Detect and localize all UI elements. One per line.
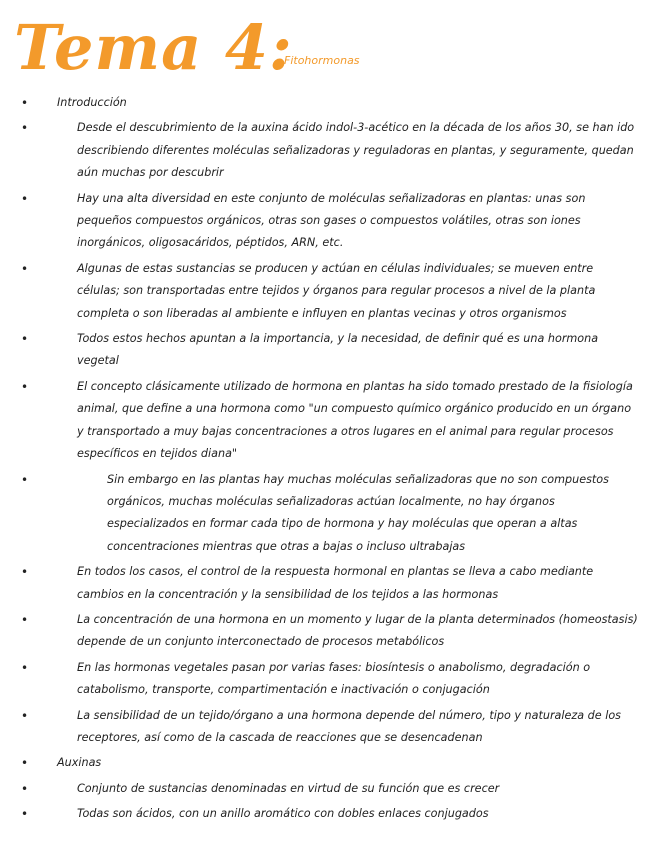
bullet-icon: •	[21, 472, 29, 487]
list-item-text: Introducción	[57, 96, 127, 109]
list-item	[0, 803, 656, 825]
bullet-icon: •	[21, 612, 29, 627]
list-item-text: En todos los casos, el control de la respuesta hormonal en plantas se lleva a cabo mediante cambios en la concentración y la sensibilidad de los tejidos a las hormonas	[77, 565, 594, 601]
list-item	[0, 188, 656, 255]
list-item-text: La concentración de una hormona en un momento y lugar de la planta determinados (homeostasis) depende de un conjunto interconectado de procesos metabólicos	[77, 612, 638, 649]
bullet-icon: •	[21, 261, 29, 276]
bullet-icon: •	[21, 96, 29, 110]
list-item	[0, 705, 656, 750]
list-item	[0, 469, 656, 559]
list-item-text: Todas son ácidos, con un anillo aromático con dobles enlaces conjugados	[77, 807, 489, 821]
list-item	[0, 609, 656, 654]
list-item	[0, 258, 656, 325]
list-item	[0, 561, 656, 606]
bullet-icon: •	[21, 191, 29, 206]
list-item-text: Desde el descubrimiento de la auxina ácido indol-3-acético en la década de los años 30, se han ido describiendo diferentes moléculas señalizadoras y reguladoras en plantas, y seguramente, quedan aún muchas por descubrir	[77, 121, 635, 180]
list-item	[0, 376, 656, 466]
list-item-text: En las hormonas vegetales pasan por varias fases: biosíntesis o anabolismo, degradación o catabolismo, transporte, compartimentación e inactivación o conjugación	[77, 660, 591, 697]
list-item-text: Auxinas	[57, 756, 102, 770]
list-item	[0, 328, 656, 373]
list-item-text: Conjunto de sustancias denominadas en virtud de su función que es crecer	[77, 781, 500, 795]
list-item	[0, 657, 656, 702]
list-item	[0, 117, 656, 184]
bullet-icon: •	[21, 807, 29, 822]
list-item-text: Todos estos hechos apuntan a la importancia, y la necesidad, de definir qué es una hormona vegetal	[77, 332, 599, 368]
list-item-text: Algunas de estas sustancias se producen y actúan en células individuales; se mueven entre células; son transportadas entre tejidos y órganos para regular procesos a nivel de la planta completa o son liberadas al ambiente e influyen en plantas vecinas y otros organismos	[77, 261, 596, 320]
page-subtitle: Fitohormonas	[284, 54, 360, 67]
bullet-icon: •	[21, 781, 29, 796]
page-title: Tema 4:	[14, 11, 293, 84]
bullet-icon: •	[21, 708, 29, 723]
list-item-text: Sin embargo en las plantas hay muchas moléculas señalizadoras que no son compuestos orgánicos, muchas moléculas señalizadoras actúan localmente, no hay órganos especializados en formar cada tipo de hormona y hay moléculas que operan a altas concentraciones mientras que otras a bajas o incluso ultrabajas	[107, 472, 609, 553]
bullet-icon: •	[21, 756, 29, 771]
bullet-icon: •	[21, 121, 29, 136]
list-item-text: El concepto clásicamente utilizado de hormona en plantas ha sido tomado prestado de la fisiología animal, que define a una hormona como "un compuesto químico orgánico producido en un órgano y transportado a muy bajas concentraciones a otros lugares en el animal para regular procesos específicos en tejidos diana"	[77, 379, 633, 461]
page-header	[14, 8, 644, 88]
list-item-text: Hay una alta diversidad en este conjunto de moléculas señalizadoras en plantas: unas son pequeños compuestos orgánicos, otras son gases o compuestos volátiles, otras son iones inorgánicos, oligosacáridos, péptidos, ARN, etc.	[77, 191, 586, 250]
bullet-icon: •	[21, 565, 29, 580]
notes-list	[0, 92, 656, 829]
bullet-icon: •	[21, 379, 29, 394]
list-item	[0, 752, 656, 774]
bullet-icon: •	[21, 332, 29, 347]
bullet-icon: •	[21, 660, 29, 675]
list-item	[0, 92, 656, 114]
list-item	[0, 778, 656, 800]
list-item-text: La sensibilidad de un tejido/órgano a una hormona depende del número, tipo y naturaleza de los receptores, así como de la cascada de reacciones que se desencadenan	[77, 708, 621, 744]
